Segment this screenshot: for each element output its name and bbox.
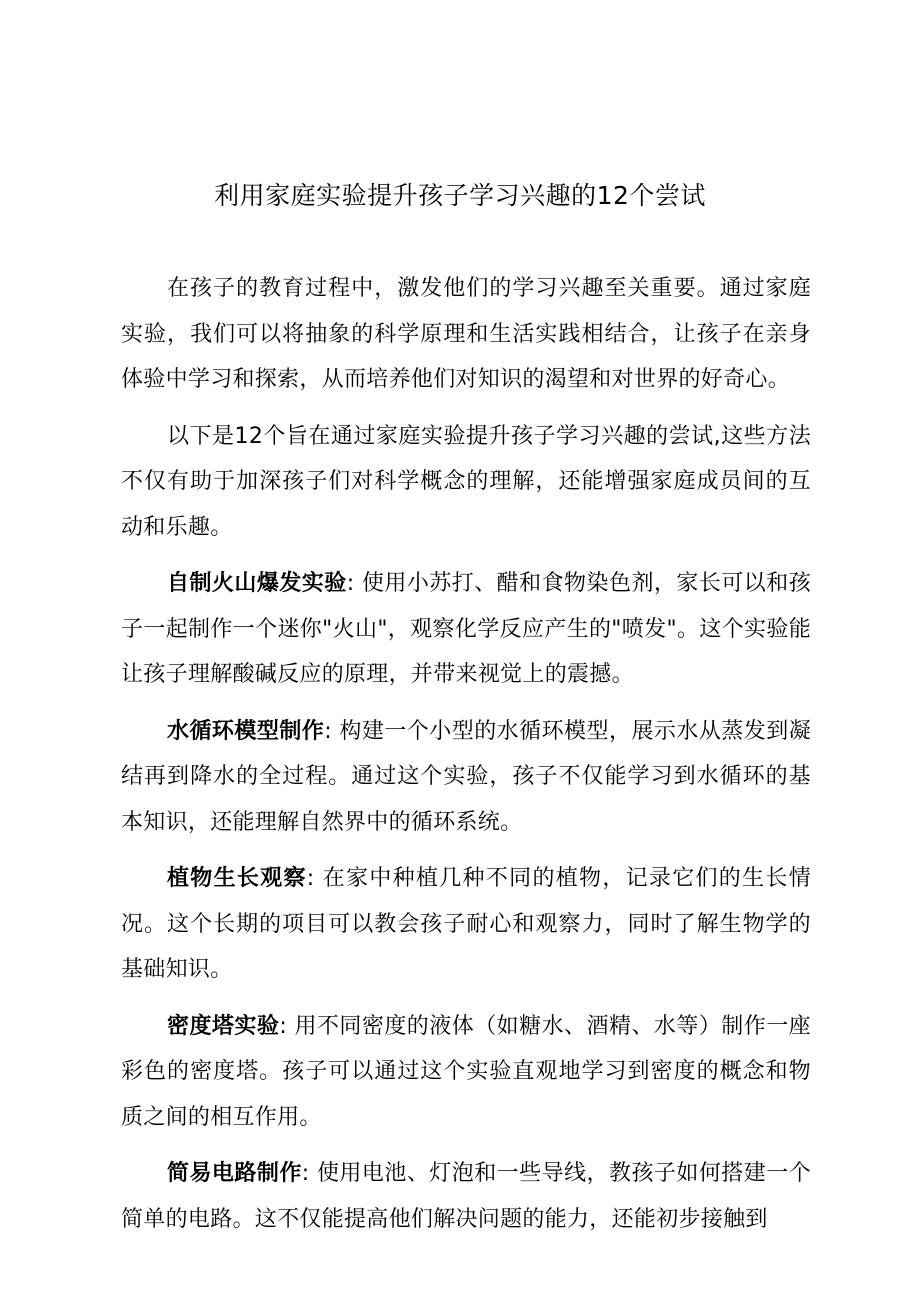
- experiment-paragraph: [121, 709, 811, 846]
- experiment-description: : 使用电池、灯泡和一些导线，教孩子如何搭建一个简单的电路。这不仅能提高他们解决问题的能力，还能初步接触到: [121, 1161, 812, 1232]
- experiment-description: : 在家中种植几种不同的植物，记录它们的生长情况。这个长期的项目可以教会孩子耐心和观察力，同时了解生物学的基础知识。: [121, 866, 811, 982]
- experiment-description: : 用不同密度的液体（如糖水、酒精、水等）制作一座彩色的密度塔。孩子可以通过这个实验直观地学习到密度的概念和物质之间的相互作用。: [121, 1013, 811, 1130]
- experiment-term: 简易电路制作: [167, 1161, 302, 1186]
- experiment-paragraph: [121, 1004, 811, 1141]
- experiment-term: 水循环模型制作: [167, 718, 325, 744]
- experiment-paragraph: [121, 856, 811, 993]
- experiment-term: 自制火山爆发实验: [167, 571, 347, 596]
- experiment-paragraph: [121, 561, 811, 698]
- intro-paragraph: 以下是12个旨在通过家庭实验提升孩子学习兴趣的尝试,这些方法不仅有助于加深孩子们对科学概念的理解，还能增强家庭成员间的互动和乐趣。: [121, 423, 811, 540]
- document-body: [121, 266, 811, 1253]
- experiment-description: : 构建一个小型的水循环模型，展示水从蒸发到凝结再到降水的全过程。通过这个实验，孩子不仅能学习到水循环的基本知识，还能理解自然界中的循环系统。: [121, 718, 811, 835]
- experiment-paragraph: [121, 1151, 811, 1242]
- document-title: 利用家庭实验提升孩子学习兴趣的12个尝试: [214, 181, 706, 210]
- experiment-description: : 使用小苏打、醋和食物染色剂，家长可以和孩子一起制作一个迷你"火山"，观察化学反应产生的"喷发"。这个实验能让孩子理解酸碱反应的原理，并带来视觉上的震撼。: [121, 571, 811, 687]
- intro-paragraph: 在孩子的教育过程中，激发他们的学习兴趣至关重要。通过家庭实验，我们可以将抽象的科学原理和生活实践相结合，让孩子在亲身体验中学习和探索，从而培养他们对知识的渴望和对世界的好奇心。: [121, 276, 811, 392]
- experiment-term: 植物生长观察: [167, 866, 307, 891]
- experiment-term: 密度塔实验: [167, 1013, 280, 1039]
